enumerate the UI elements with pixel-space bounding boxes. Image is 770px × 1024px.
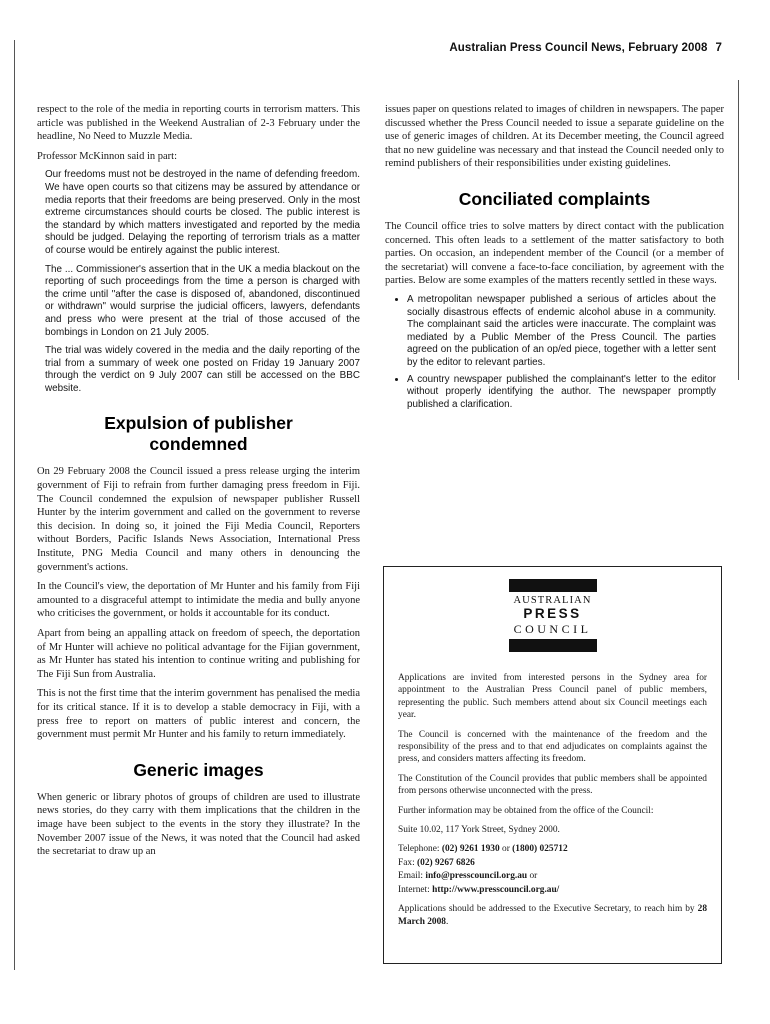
closing-text: Applications should be addressed to the Executive Secretary, to reach him by bbox=[398, 904, 695, 915]
right-page-edge bbox=[738, 80, 739, 380]
publication-title: Australian Press Council News, February 2008 bbox=[449, 42, 708, 54]
fax-label: Fax: bbox=[398, 857, 415, 868]
quote-paragraph-1: Our freedoms must not be destroyed in the name of defending freedom. We have open courts so that citizens may be assured by attendance or media reports that their freedoms are being preserved. Only in the most extreme circumstances should courts be closed. The public interest is the standard by which matters investigated and reported by the media should be judged. Delaying the reporting of terrorism trials as a matter of course would be entirely against the public interest. bbox=[45, 169, 360, 256]
mckinnon-lead: Professor McKinnon said in part: bbox=[37, 150, 177, 162]
logo-line-3: COUNCIL bbox=[513, 622, 592, 636]
email-or: or bbox=[529, 871, 538, 882]
page-header bbox=[449, 42, 722, 54]
press-council-logo bbox=[509, 579, 597, 652]
logo-line-2: PRESS bbox=[523, 606, 582, 621]
page-number: 7 bbox=[715, 42, 722, 54]
email-label: Email: bbox=[398, 871, 423, 882]
closing-date: 28 March 2008 bbox=[398, 904, 707, 927]
advert-telephone bbox=[398, 843, 707, 855]
expulsion-paragraph-2: In the Council's view, the deportation of Mr Hunter and his family from Fiji amounted to a disgraceful attempt to intimidate the media and bully anyone who criticises the government, or holds it accountable for its conduct. bbox=[37, 581, 360, 620]
advert-email bbox=[398, 870, 707, 882]
advert-address: Suite 10.02, 117 York Street, Sydney 2000. bbox=[398, 825, 560, 836]
quote-paragraph-3: The trial was widely covered in the media and the daily reporting of the trial from a summary of week one posted on Friday 19 January 2007 through the verdict on 9 July 2007 can still be accessed on the BBC website. bbox=[45, 345, 360, 394]
expulsion-paragraph-3: Apart from being an appalling attack on freedom of speech, the deportation of Mr Hunter will achieve no political advantage for the Fijian government, as Mr Hunter has stated his intention to continue writing and publishing for The Fiji Sun from Australia. bbox=[37, 628, 360, 680]
internet-url: http://www.presscouncil.org.au/ bbox=[432, 884, 560, 895]
list-item: • A country newspaper published the complainant's letter to the editor without properly identifying the author. The newspaper promptly published a clarification. bbox=[407, 374, 724, 412]
advert-paragraph-1: Applications are invited from interested persons in the Sydney area for appointment to the Australian Press Council panel of public members, representing the public. Such members attend about six Council meetings each year. bbox=[398, 673, 707, 721]
closing-end: . bbox=[446, 916, 449, 927]
quote-paragraph-2: The ... Commissioner's assertion that in the UK a media blackout on the reporting of such proceedings from the time a person is charged with the crime until "after the case is disposed of, abandoned, discontinued or withdrawn" would surprise the judicial officers, lawyers, defendants and press who were present at the trial of those accused of the bombings in London on 21 July 2005. bbox=[45, 263, 360, 338]
advert-closing bbox=[398, 903, 707, 928]
generic-images-paragraph: When generic or library photos of groups of children are used to illustrate news stories, do they carry with them implications that the children in the image have been subject to the events in the story they illustrate? In the November 2007 issue of the News, it was noted that the Council had asked the secretariat to draw up an bbox=[37, 791, 360, 858]
telephone-alt-number: (1800) 025712 bbox=[512, 844, 568, 855]
advert-paragraph-3: The Constitution of the Council provides that public members shall be appointed from persons otherwise unconnected with the press. bbox=[398, 773, 707, 797]
expulsion-heading: Expulsion of publisher condemned bbox=[104, 413, 293, 455]
telephone-label: Telephone: bbox=[398, 844, 440, 855]
advert-paragraph-4: Further information may be obtained from the office of the Council: bbox=[398, 805, 654, 816]
logo-bottom-bar bbox=[509, 639, 597, 652]
right-column bbox=[385, 103, 724, 417]
logo-line-1: AUSTRALIAN bbox=[513, 595, 592, 606]
generic-images-continuation: issues paper on questions related to images of children in newspapers. The paper discussed whether the Press Council needed to issue a separate guideline on the use of generic images of children. At its December meeting, the Council agreed that no new guideline was necessary and that instead the Council needed only to remind publishers of their responsibilities under existing guidelines. bbox=[385, 104, 724, 170]
conciliated-heading: Conciliated complaints bbox=[458, 188, 651, 209]
left-page-edge bbox=[14, 40, 15, 970]
generic-images-heading: Generic images bbox=[133, 759, 264, 780]
expulsion-paragraph-4: This is not the first time that the interim government has penalised the media for its critical stance. If it is to develop a stable democracy in Fiji, with a press free to report on matters of public interest and concern, the government must permit Mr Hunter and his family to return immediately. bbox=[37, 688, 360, 741]
logo-top-bar bbox=[509, 579, 597, 592]
conciliated-intro: The Council office tries to solve matters by direct contact with the publication concerned. This often leads to a settlement of the matter satisfactory to both parties. On occasion, an independent member of the Council (or a member of the secretariat) will convene a face-to-face conciliation, by agreement with the parties. Below are some examples of the matters recently settled in these ways. bbox=[385, 220, 724, 287]
left-column bbox=[37, 103, 360, 865]
fax-number: (02) 9267 6826 bbox=[417, 857, 475, 868]
public-members-advert bbox=[383, 566, 722, 964]
telephone-number: (02) 9261 1930 bbox=[441, 844, 500, 855]
advert-internet bbox=[398, 884, 707, 896]
advert-fax bbox=[398, 857, 707, 869]
advert-paragraph-2: The Council is concerned with the maintenance of the freedom and the responsibility of the press and to that end adjudicates on complaints against the press, and considers matters affecting its freedom. bbox=[398, 729, 707, 765]
list-item: • A metropolitan newspaper published a serious of articles about the socially disastrous effects of endemic alcohol abuse in a community. The complainant said the articles were inaccurate. The complaint was mediated by a Public Member of the Press Council. The parties agreed on the publication of an op/ed piece, together with a letter sent by the editor to relevant parties. bbox=[407, 294, 724, 370]
internet-label: Internet: bbox=[398, 884, 430, 895]
conciliated-list bbox=[385, 294, 724, 411]
expulsion-paragraph-1: On 29 February 2008 the Council issued a press release urging the interim government of Fiji to refrain from further damaging press freedom in Fiji. The Council condemned the expulsion of newspaper publisher Russell Hunter by the interim government and called on the government to reverse this decision. In doing so, it joined the Fiji Media Council, Reporters without Borders, Pacific Islands News Association, International Press Institute, PNG Media Council and many others in denouncing the government's actions. bbox=[37, 466, 360, 573]
telephone-or: or bbox=[502, 844, 510, 855]
email-address: info@presscouncil.org.au bbox=[425, 871, 528, 882]
intro-paragraph: respect to the role of the media in reporting courts in terrorism matters. This article was published in the Weekend Australian of 2-3 February under the headline, No Need to Muzzle Media. bbox=[37, 104, 360, 143]
